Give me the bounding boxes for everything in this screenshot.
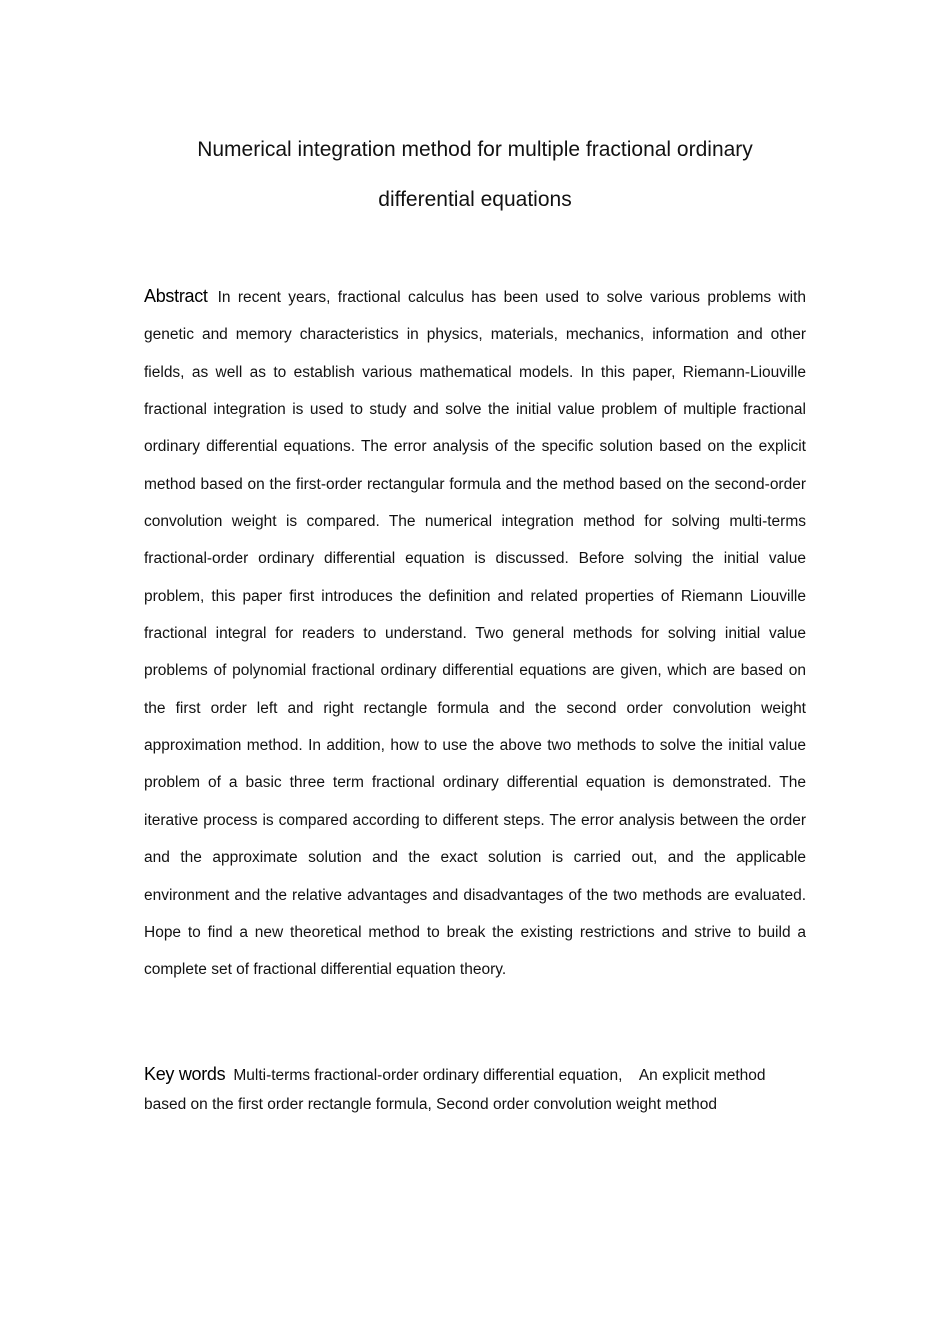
abstract-section: [144, 278, 806, 989]
keyword-item: Second order convolution weight method: [436, 1096, 717, 1113]
keyword-item: Multi-terms fractional-order ordinary differential equation,: [233, 1067, 623, 1084]
abstract-label: Abstract: [144, 286, 208, 306]
title-line-1: Numerical integration method for multiple fractional ordinary: [197, 138, 753, 161]
paper-title: [144, 125, 806, 225]
keywords-label: Key words: [144, 1064, 226, 1084]
title-line-2: differential equations: [378, 188, 572, 211]
abstract-text: In recent years, fractional calculus has been used to solve various problems with genetic and memory characteristics in physics, materials, mechanics, information and other fields, as well as to establish various mathematical models. In this paper, Riemann-Liouville fractional integration is used to study and solve the initial value problem of multiple fractional ordinary differential equations. The error analysis of the specific solution based on the explicit method based on the first-order rectangular formula and the method based on the second-order convolution weight is compared. The numerical integration method for solving multi-terms fractional-order ordinary differential equation is discussed. Before solving the initial value problem, this paper first introduces the definition and related properties of Riemann Liouville fractional integral for readers to understand. Two general methods for solving initial value problems of polynomial fractional ordinary differential equations are given, which are based on the first order left and right rectangle formula and the second order convolution weight approximation method. In addition, how to use the above two methods to solve the initial value problem of a basic three term fractional ordinary differential equation is demonstrated. The iterative process is compared according to different steps. The error analysis between the order and the approximate solution and the exact solution is carried out, and the applicable environment and the relative advantages and disadvantages of the two methods are evaluated. Hope to find a new theoretical method to break the existing restrictions and strive to build a complete set of fractional differential equation theory.: [144, 289, 806, 979]
keyword-item: An explicit method based on the first order rectangle formula,: [144, 1067, 766, 1113]
keywords-section: [144, 1060, 806, 1119]
